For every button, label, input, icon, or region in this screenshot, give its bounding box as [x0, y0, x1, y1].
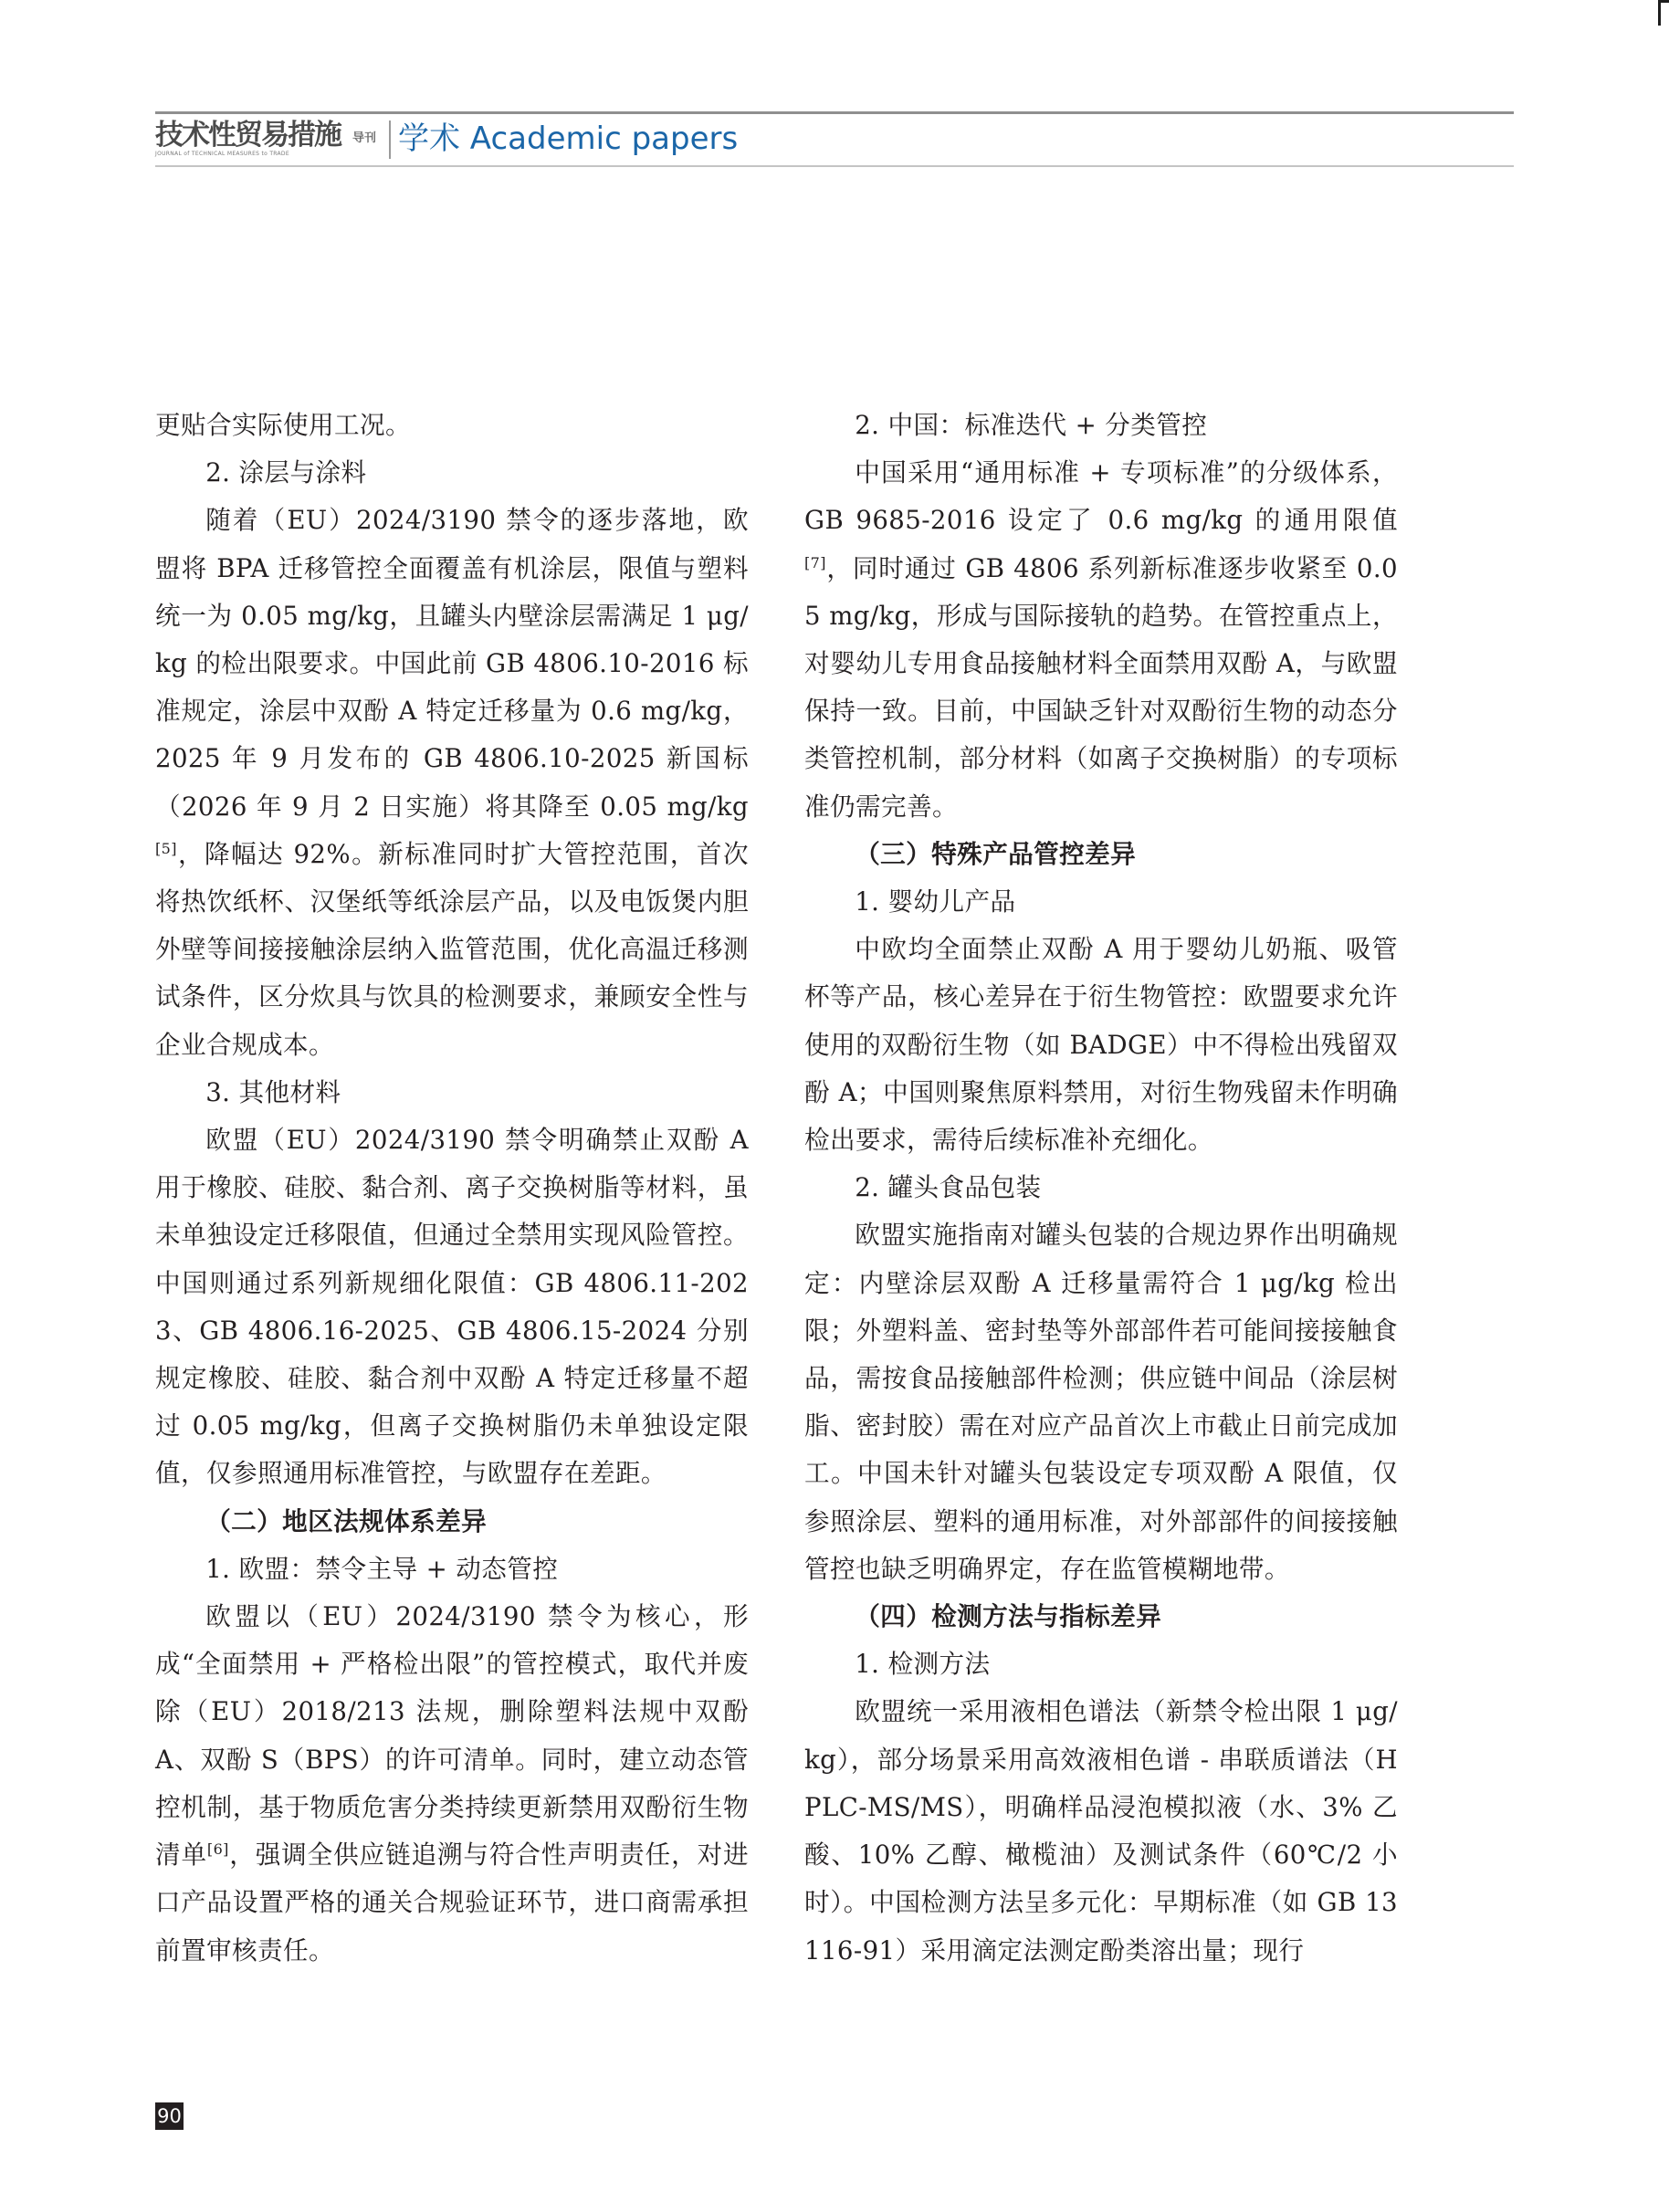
- paragraph: [804, 878, 1398, 926]
- corner-crop-mark: [1658, 0, 1661, 26]
- section-label: 学术 Academic papers: [398, 121, 739, 157]
- paragraph-text: 随着（EU）2024/3190 禁令的逐步落地，欧盟将 BPA 迁移管控全面覆盖有机涂层，限值与塑料统一为 0.05 mg/kg，且罐头内壁涂层需满足 1 μg/kg 的检出限要求。中国此前 GB 4806.10-2016 标准规定，涂层中双酚 A 特定迁移量为 0.6 mg/kg，2025 年 9 月发布的 GB 4806.10-2025 新国标（2026 年 9 月 2 日实施）将其降至 0.05 mg/kg: [155, 505, 749, 822]
- paragraph: [155, 449, 749, 497]
- paragraph: [804, 1164, 1398, 1211]
- paragraph-text: 中欧均全面禁止双酚 A 用于婴幼儿奶瓶、吸管杯等产品，核心差异在于衍生物管控：欧盟要求允许使用的双酚衍生物（如 BADGE）中不得检出残留双酚 A；中国则聚焦原料禁用，对衍生物残留未作明确检出要求，需待后续标准补充细化。: [804, 934, 1398, 1156]
- paragraph: [155, 1546, 749, 1593]
- paragraph: [804, 1688, 1398, 1974]
- paragraph: [155, 1116, 749, 1498]
- section-heading: [804, 1593, 1398, 1641]
- corner-crop-mark-horizontal: [1658, 0, 1669, 3]
- paragraph-text: 欧盟以（EU）2024/3190 禁令为核心，形成“全面禁用 + 严格检出限”的管控模式，取代并废除（EU）2018/213 法规，删除塑料法规中双酚 A、双酚 S（BPS）的许可清单。同时，建立动态管控机制，基于物质危害分类持续更新禁用双酚衍生物清单: [155, 1601, 749, 1871]
- paragraph-text-continued: ，同时通过 GB 4806 系列新标准逐步收紧至 0.05 mg/kg，形成与国际接轨的趋势。在管控重点上，对婴幼儿专用食品接触材料全面禁用双酚 A，与欧盟保持一致。目前，中国缺乏针对双酚衍生物的动态分类管控机制，部分材料（如离子交换树脂）的专项标准仍需完善。: [804, 552, 1398, 822]
- paragraph-text: 2. 中国：标准迭代 + 分类管控: [855, 410, 1208, 440]
- paragraph-text: 1. 欧盟：禁令主导 + 动态管控: [205, 1553, 559, 1584]
- paragraph-text: 中国采用“通用标准 + 专项标准”的分级体系，GB 9685-2016 设定了 0.6 mg/kg 的通用限值: [804, 457, 1398, 536]
- paragraph: [155, 402, 749, 449]
- paragraph-text: （二）地区法规体系差异: [205, 1505, 488, 1536]
- paragraph: [804, 926, 1398, 1164]
- paragraph-text: （四）检测方法与指标差异: [855, 1601, 1162, 1632]
- paragraph-text: 3. 其他材料: [205, 1076, 341, 1107]
- paragraph-text: 2. 涂层与涂料: [205, 457, 367, 488]
- header-rule-top: [155, 111, 1514, 114]
- paragraph: [804, 1211, 1398, 1593]
- left-column: [155, 402, 749, 1975]
- journal-title: 技术性贸易措施: [155, 119, 341, 152]
- paragraph-text: 欧盟（EU）2024/3190 禁令明确禁止双酚 A 用于橡胶、硅胶、黏合剂、离子交换树脂等材料，虽未单独设定迁移限值，但通过全禁用实现风险管控。中国则通过系列新规细化限值：GB 4806.11-2023、GB 4806.16-2025、GB 4806.15-2024 分别规定橡胶、硅胶、黏合剂中双酚 A 特定迁移量不超过 0.05 mg/kg，但离子交换树脂仍未单独设定限值，仅参照通用标准管控，与欧盟存在差距。: [155, 1125, 749, 1489]
- section-heading: [155, 1498, 749, 1546]
- header-separator: [389, 121, 391, 159]
- paragraph: [155, 1069, 749, 1116]
- citation-ref: [5]: [155, 839, 177, 857]
- paragraph-text: （三）特殊产品管控差异: [855, 838, 1137, 869]
- section-heading: [804, 831, 1398, 878]
- paragraph-text: 更贴合实际使用工况。: [155, 410, 411, 440]
- paragraph: [155, 497, 749, 1068]
- citation-ref: [7]: [804, 553, 826, 571]
- header-rule-bottom: [155, 165, 1514, 167]
- journal-english-title: JOURNAL of TECHNICAL MEASURES to TRADE: [155, 151, 289, 157]
- paragraph: [804, 402, 1398, 449]
- journal-tag: 导刊: [352, 131, 377, 145]
- paragraph-text: 1. 婴幼儿产品: [855, 886, 1016, 917]
- paragraph-text-continued: ，强调全供应链追溯与符合性声明责任，对进口产品设置严格的通关合规验证环节，进口商需承担前置审核责任。: [155, 1840, 749, 1966]
- right-column: [804, 402, 1398, 1975]
- paragraph: [804, 449, 1398, 831]
- paragraph: [155, 1593, 749, 1975]
- journal-logo: [155, 119, 385, 162]
- paragraph-text: 欧盟实施指南对罐头包装的合规边界作出明确规定：内壁涂层双酚 A 迁移量需符合 1 μg/kg 检出限；外塑料盖、密封垫等外部部件若可能间接接触食品，需按食品接触部件检测；供应链中间品（涂层树脂、密封胶）需在对应产品首次上市截止日前完成加工。中国未针对罐头包装设定专项双酚 A 限值，仅参照涂层、塑料的通用标准，对外部部件的间接接触管控也缺乏明确界定，存在监管模糊地带。: [804, 1220, 1398, 1584]
- paragraph-text: 2. 罐头食品包装: [855, 1172, 1042, 1203]
- paragraph-text-continued: ，降幅达 92%。新标准同时扩大管控范围，首次将热饮纸杯、汉堡纸等纸涂层产品，以及电饭煲内胆外壁等间接接触涂层纳入监管范围，优化高温迁移测试条件，区分炊具与饮具的检测要求，兼顾安全性与企业合规成本。: [155, 838, 749, 1060]
- paragraph-text: 1. 检测方法: [855, 1649, 991, 1680]
- paragraph-text: 欧盟统一采用液相色谱法（新禁令检出限 1 μg/kg），部分场景采用高效液相色谱 - 串联质谱法（HPLC-MS/MS），明确样品浸泡模拟液（水、3% 乙酸、10% 乙醇、橄榄油）及测试条件（60℃/2 小时）。中国检测方法呈多元化：早期标准（如 GB 13116-91）采用滴定法测定酚类溶出量；现行: [804, 1696, 1398, 1966]
- paragraph: [804, 1641, 1398, 1688]
- citation-ref: [6]: [206, 1840, 229, 1858]
- page-number: 90: [155, 2102, 184, 2130]
